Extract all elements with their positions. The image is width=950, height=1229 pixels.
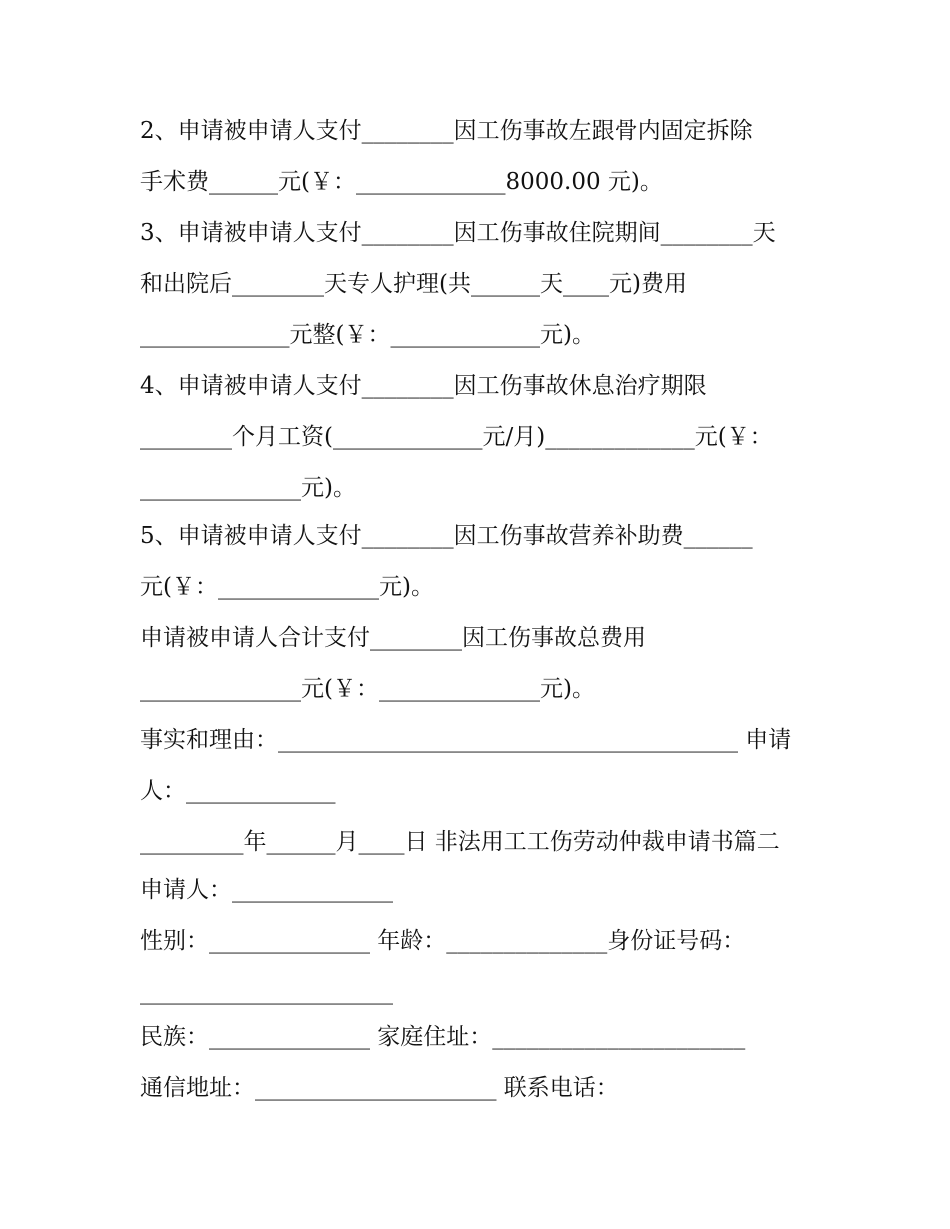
text-line: ______________元)。 xyxy=(140,475,356,501)
text-line: 事实和理由：________________________________________ 申请 xyxy=(140,727,792,753)
text-line: 手术费______元(￥：_____________8000.00 元)。 xyxy=(140,169,663,195)
text-line: 5、申请被申请人支付________因工伤事故营养补助费______ xyxy=(140,523,753,549)
text-line: 性别：______________ 年龄：______________身份证号码： xyxy=(140,928,746,954)
text-line: 2、申请被申请人支付________因工伤事故左跟骨内固定拆除 xyxy=(140,118,753,144)
text-line: 申请人：______________ xyxy=(140,877,393,903)
text-line: _____________元整(￥：_____________元)。 xyxy=(140,322,595,348)
text-line: _________年______月____日 非法用工工伤劳动仲裁申请书篇二 xyxy=(140,829,780,855)
text-line: 民族：______________ 家庭住址：______________________ xyxy=(140,1024,746,1050)
text-line: ______________________ xyxy=(140,979,393,1005)
text-line: 4、申请被申请人支付________因工伤事故休息治疗期限 xyxy=(140,373,707,399)
text-line: 3、申请被申请人支付________因工伤事故住院期间________天 xyxy=(140,220,776,246)
text-line: 和出院后________天专人护理(共______天____元)费用 xyxy=(140,271,687,297)
text-line: ________个月工资(_____________元/月)_____________元(￥： xyxy=(140,424,773,450)
text-line: 人：_____________ xyxy=(140,778,336,804)
text-line: 通信地址：_____________________ 联系电话： xyxy=(140,1075,619,1101)
text-line: 申请被申请人合计支付________因工伤事故总费用 xyxy=(140,625,646,651)
text-line: ______________元(￥：______________元)。 xyxy=(140,676,595,702)
text-line: 元(￥：______________元)。 xyxy=(140,574,434,600)
